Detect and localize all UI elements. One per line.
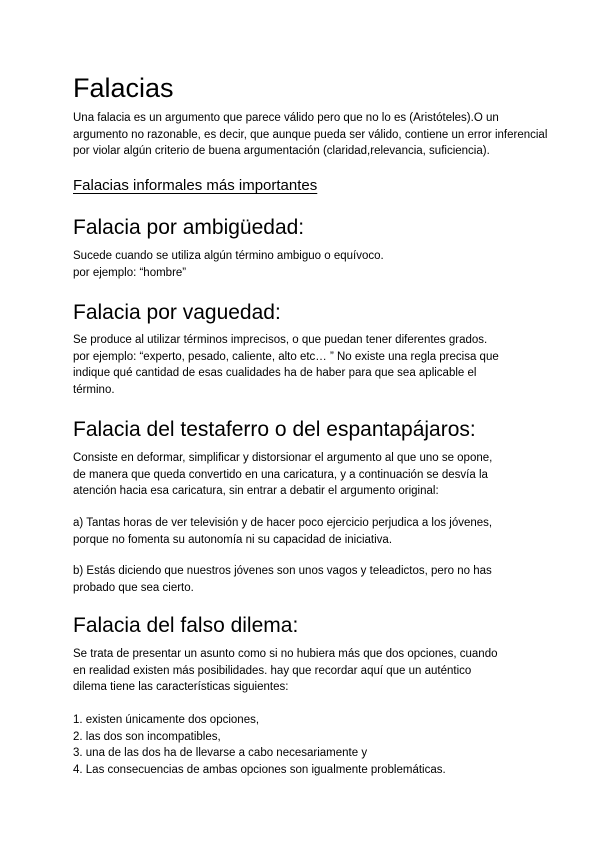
intro-line: Una falacia es un argumento que parece válido pero que no lo es (Aristóteles).O un <box>73 112 499 124</box>
intro-line: argumento no razonable, es decir, que aunque pueda ser válido, contiene un error inferencial <box>73 128 548 141</box>
list-item: 3. una de las dos ha de llevarse a cabo necesariamente y <box>73 747 368 760</box>
section-subtitle: Falacias informales más importantes <box>73 177 318 194</box>
text-line: porque no fomenta su autonomía ni su capacidad de iniciativa. <box>73 533 393 546</box>
paragraph-falso-dilema <box>73 646 560 696</box>
example-b <box>73 563 560 596</box>
intro-line: por violar algún criterio de buena argumentación (claridad,relevancia, suficiencia). <box>73 145 490 158</box>
intro-paragraph <box>73 110 560 160</box>
heading-espantapajaros: Falacia del testaferro o del espantapájaros: <box>73 418 476 441</box>
text-line: atención hacia esa caricatura, sin entrar a debatir el argumento original: <box>73 485 439 498</box>
heading-vaguedad: Falacia por vaguedad: <box>73 301 281 324</box>
text-line: Se produce al utilizar términos imprecisos, o que puedan tener diferentes grados. <box>73 334 488 346</box>
paragraph-vaguedad <box>73 332 560 398</box>
text-line: Consiste en deformar, simplificar y distorsionar el argumento al que uno se opone, <box>73 452 493 464</box>
text-line: probado que sea cierto. <box>73 581 194 594</box>
heading-falso-dilema: Falacia del falso dilema: <box>73 614 299 637</box>
text-line: Sucede cuando se utiliza algún término ambiguo o equívoco. <box>73 250 384 262</box>
text-line: por ejemplo: “experto, pesado, caliente, alto etc… ” No existe una regla precisa que <box>73 350 499 363</box>
paragraph-ambiguedad <box>73 248 560 281</box>
text-line: de manera que queda convertido en una caricatura, y a continuación se desvía la <box>73 468 488 481</box>
text-line: dilema tiene las características siguientes: <box>73 681 289 694</box>
paragraph-espantapajaros <box>73 450 560 500</box>
heading-ambiguedad: Falacia por ambigüedad: <box>73 216 305 239</box>
text-line: a) Tantas horas de ver televisión y de hacer poco ejercicio perjudica a los jóvenes, <box>73 517 493 529</box>
text-line: término. <box>73 383 115 396</box>
list-item: 4. Las consecuencias de ambas opciones son igualmente problemáticas. <box>73 763 446 776</box>
text-line: Se trata de presentar un asunto como si no hubiera más que dos opciones, cuando <box>73 648 498 660</box>
text-line: indique qué cantidad de esas cualidades ha de haber para que sea aplicable el <box>73 367 477 380</box>
text-line: b) Estás diciendo que nuestros jóvenes son unos vagos y teleadictos, pero no has <box>73 565 492 577</box>
list-item: 1. existen únicamente dos opciones, <box>73 714 260 726</box>
list-item: 2. las dos son incompatibles, <box>73 730 221 743</box>
example-a <box>73 515 560 548</box>
text-line: en realidad existen más posibilidades. hay que recordar aquí que un auténtico <box>73 664 472 677</box>
page-title: Falacias <box>73 73 174 103</box>
dilema-characteristics-list <box>73 712 560 778</box>
text-line: por ejemplo: “hombre” <box>73 266 187 279</box>
